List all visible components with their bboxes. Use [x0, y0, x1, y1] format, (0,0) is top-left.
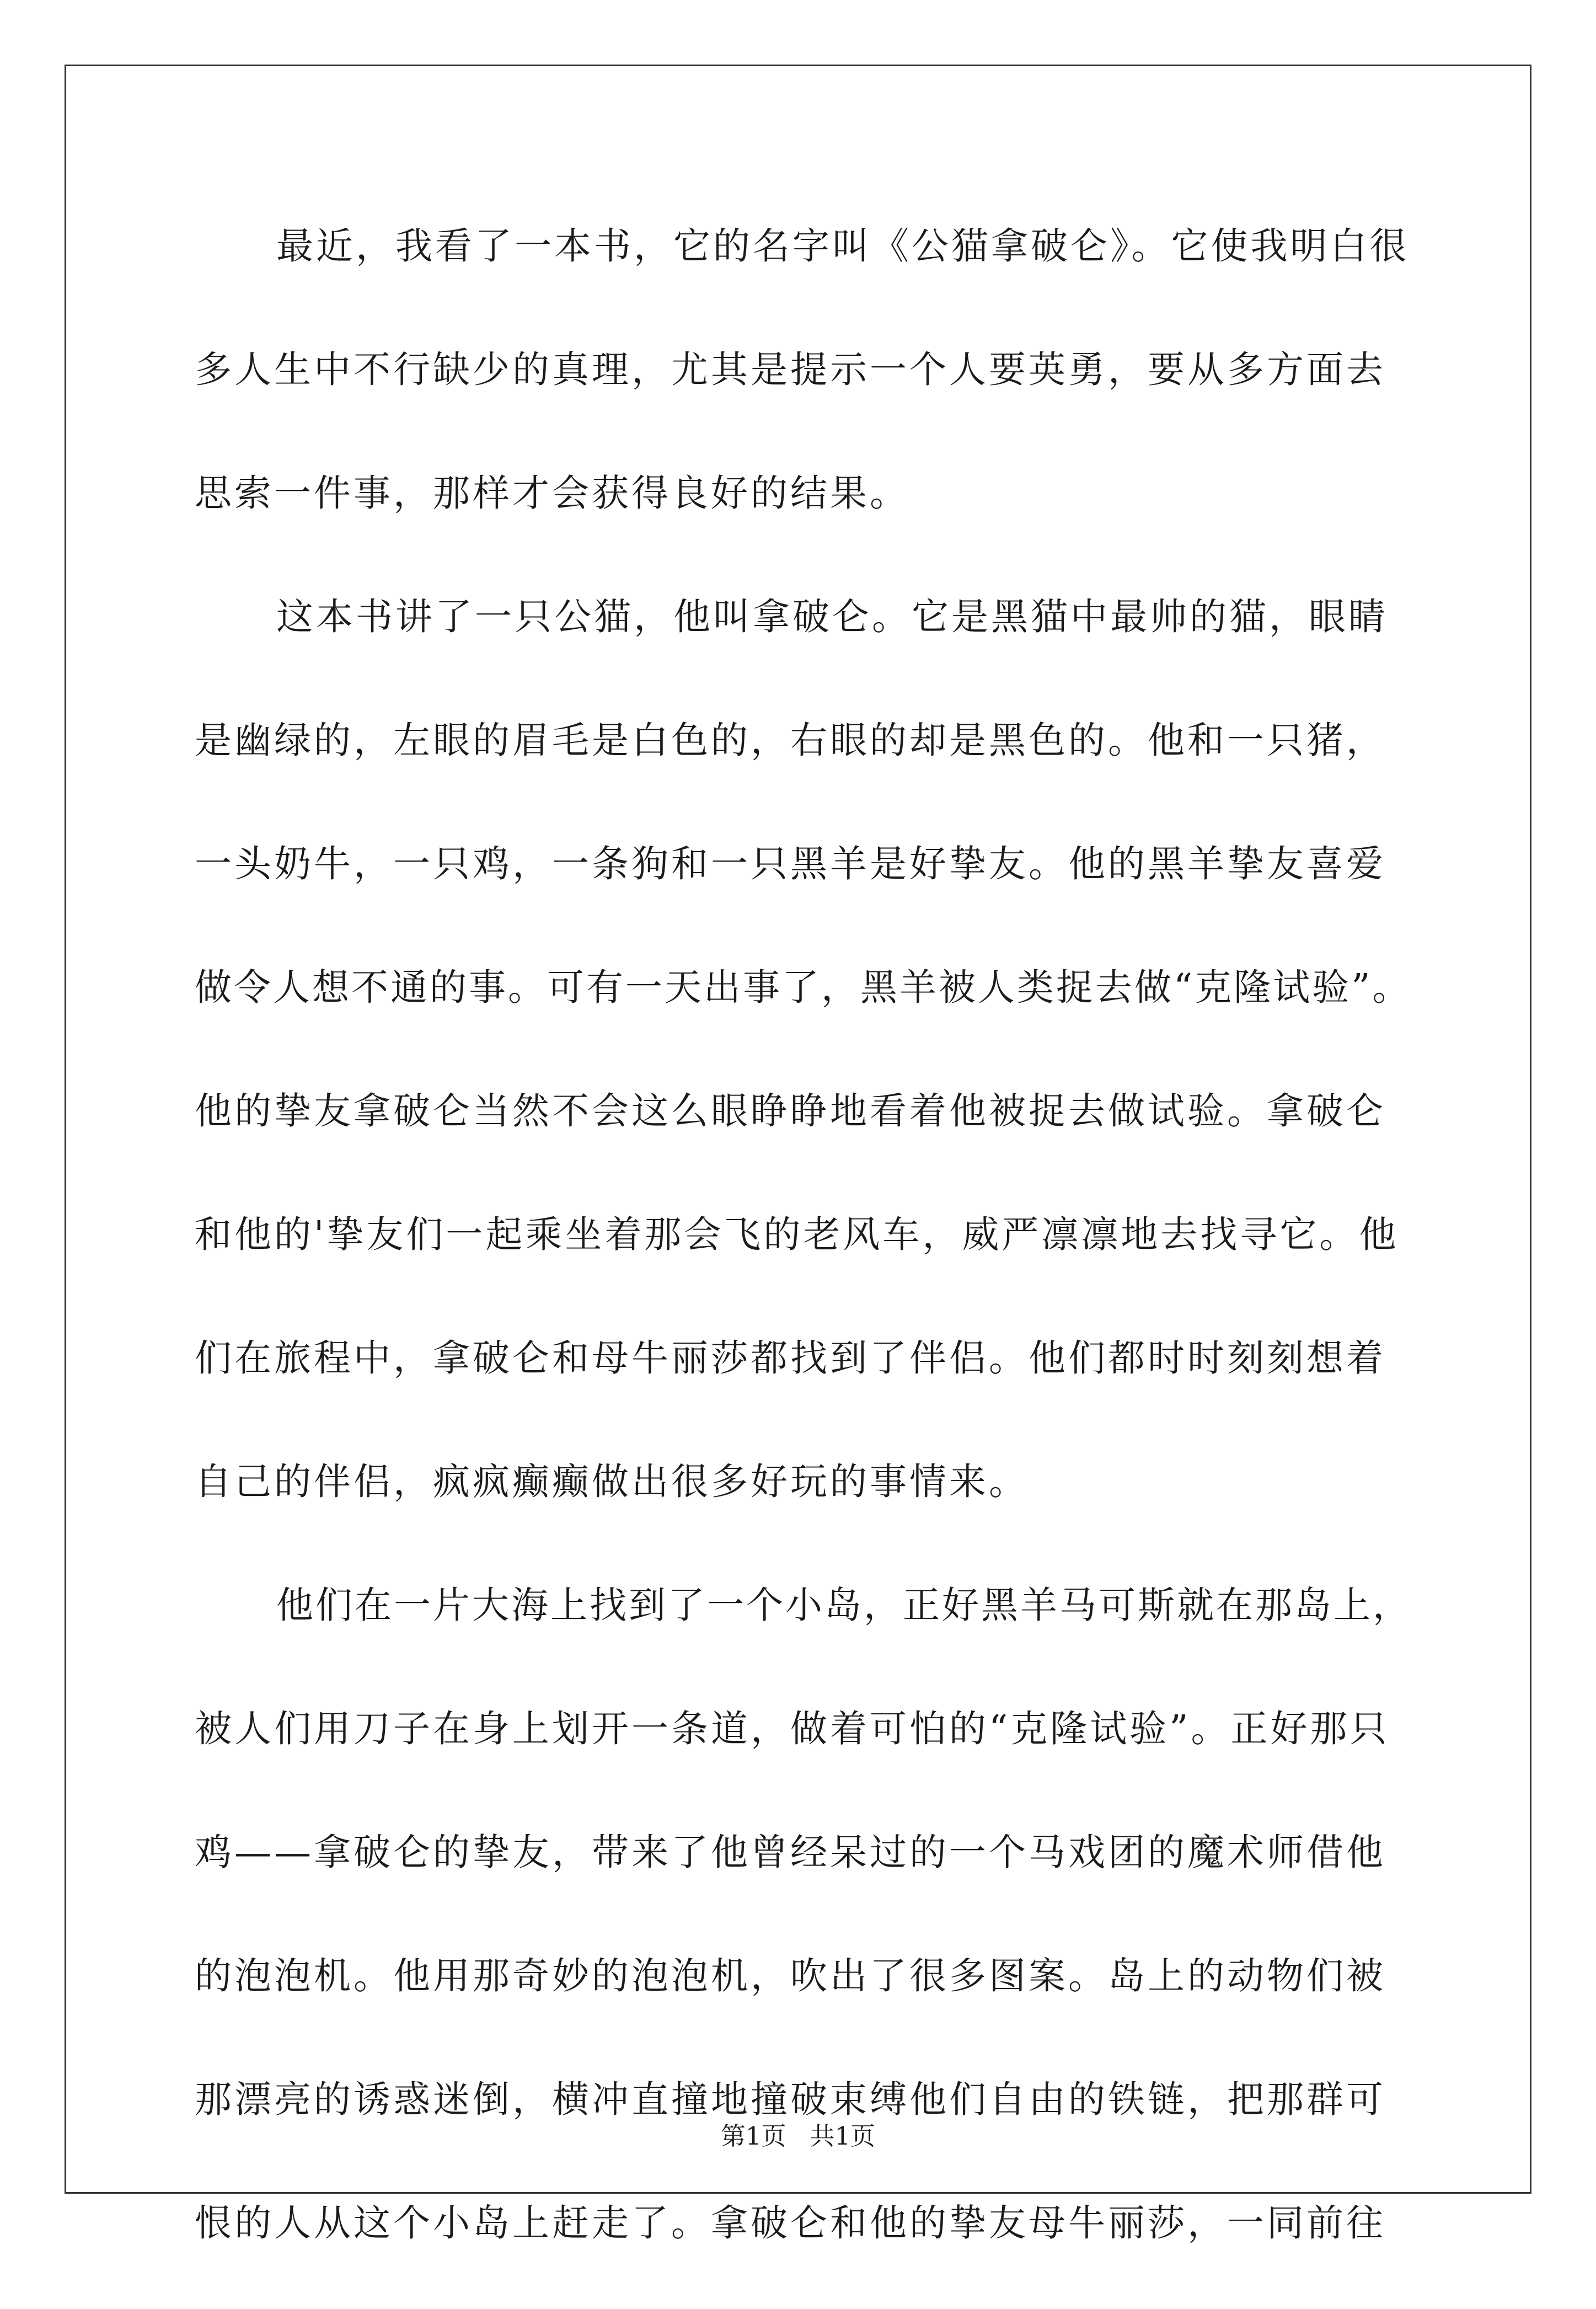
page-footer — [0, 2120, 1596, 2153]
document-body — [195, 209, 1424, 2309]
paragraph-line: 和他的'挚友们一起乘坐着那会飞的老风车，威严凛凛地去找寻它。他 — [195, 1213, 1399, 1256]
footer-spacer — [786, 2121, 810, 2151]
paragraph-line: 做令人想不通的事。可有一天出事了，黑羊被人类捉去做“克隆试验”。 — [195, 966, 1412, 1009]
paragraph-line: 的泡泡机。他用那奇妙的泡泡机，吹出了很多图案。岛上的动物们被 — [195, 1954, 1386, 1997]
paragraph-line: 恨的人从这个小岛上赶走了。拿破仑和他的挚友母牛丽莎，一同前往 — [195, 2201, 1386, 2244]
paragraph-line: 一头奶牛，一只鸡，一条狗和一只黑羊是好挚友。他的黑羊挚友喜爱 — [195, 842, 1386, 885]
paragraph-line: 这本书讲了一只公猫，他叫拿破仑。它是黑猫中最帅的猫，眼睛 — [276, 595, 1388, 638]
paragraph-line: 思索一件事，那样才会获得良好的结果。 — [195, 472, 909, 515]
paragraph-line: 被人们用刀子在身上划开一条道，做着可怕的“克隆试验”。正好那只 — [195, 1707, 1390, 1750]
paragraph-line: 那漂亮的诱惑迷倒，横冲直撞地撞破束缚他们自由的铁链，把那群可 — [195, 2078, 1386, 2121]
paragraph-line: 多人生中不行缺少的真理，尤其是提示一个人要英勇，要从多方面去 — [195, 348, 1386, 391]
page-number: 第1页 — [720, 2121, 786, 2151]
page-total: 共1页 — [810, 2121, 876, 2151]
paragraph-line: 他的挚友拿破仑当然不会这么眼睁睁地看着他被捉去做试验。拿破仑 — [195, 1089, 1386, 1132]
paragraph-line: 鸡——拿破仑的挚友，带来了他曾经呆过的一个马戏团的魔术师借他 — [195, 1831, 1386, 1874]
paragraph-line: 是幽绿的，左眼的眉毛是白色的，右眼的却是黑色的。他和一只猪， — [195, 719, 1386, 762]
paragraph-line: 最近，我看了一本书，它的名字叫《公猫拿破仑》。它使我明白很 — [276, 225, 1410, 268]
paragraph-line: 们在旅程中，拿破仑和母牛丽莎都找到了伴侣。他们都时时刻刻想着 — [195, 1337, 1386, 1380]
paragraph-line: 自己的伴侣，疯疯癫癫做出很多好玩的事情来。 — [195, 1460, 1029, 1503]
paragraph-line: 他们在一片大海上找到了一个小岛，正好黑羊马可斯就在那岛上， — [276, 1584, 1412, 1627]
